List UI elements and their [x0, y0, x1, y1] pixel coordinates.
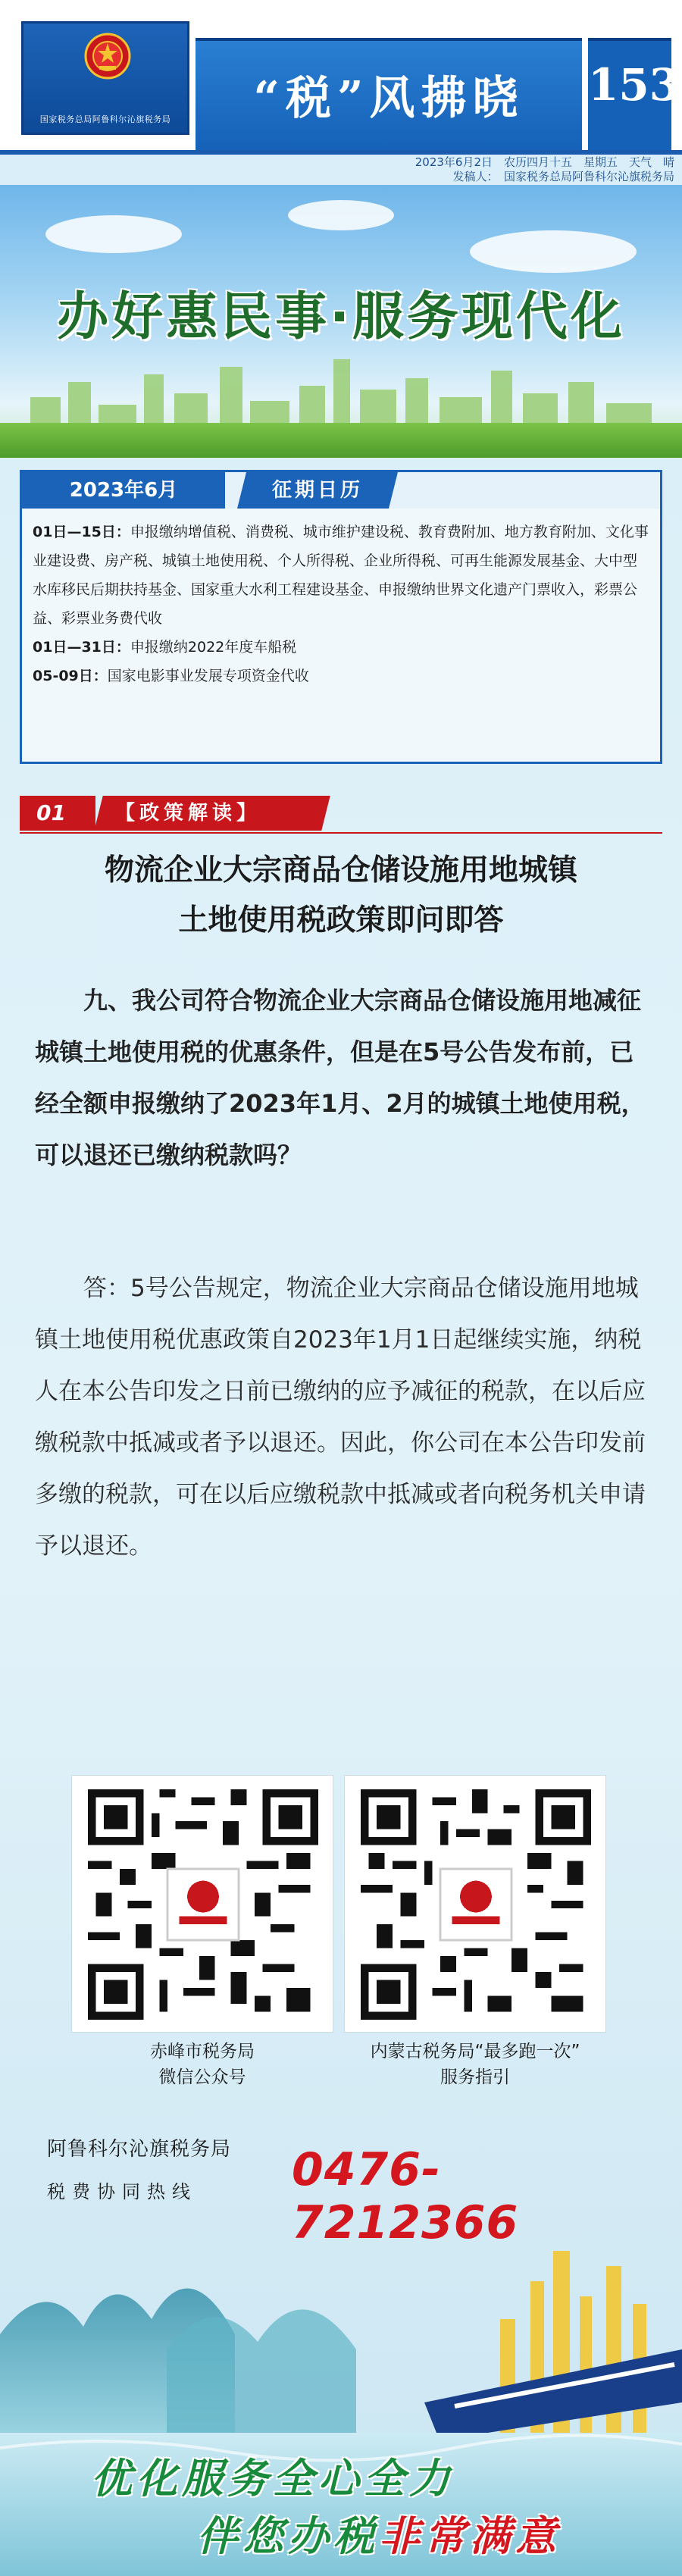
- calendar-item-period: 01日—15日：: [33, 524, 130, 540]
- cloud-decoration: [470, 230, 637, 273]
- qr-code-card[interactable]: [71, 1775, 333, 2033]
- qr-code-icon[interactable]: [86, 1789, 321, 2020]
- calendar-item: [33, 662, 649, 690]
- qr-code-card[interactable]: [344, 1775, 606, 2033]
- hotline-number[interactable]: 0476-7212366: [292, 2143, 519, 2249]
- footer-slogan-prefix: 伴您办税: [197, 2512, 379, 2560]
- logo-text: 国家税务总局阿鲁科尔沁旗税务局: [39, 114, 171, 124]
- masthead-title-box: [196, 38, 582, 152]
- section-label: 【政策解读】: [115, 802, 261, 825]
- calendar-item: [33, 633, 649, 662]
- qr-code-icon[interactable]: [358, 1789, 593, 2020]
- hotline-org: 阿鲁科尔沁旗税务局: [47, 2138, 232, 2161]
- qr-caption: [71, 2039, 333, 2090]
- cloud-decoration: [45, 215, 182, 253]
- qr-caption: [344, 2039, 606, 2090]
- tax-bureau-logo: [21, 21, 189, 135]
- qr-caption-line: 内蒙古税务局“最多跑一次”: [370, 2042, 580, 2061]
- issue-number-box: [588, 38, 680, 152]
- hero-banner: [0, 185, 682, 458]
- qr-caption-line: 服务指引: [440, 2067, 510, 2087]
- calendar-title-tab: [237, 472, 398, 509]
- calendar-item-text: 申报缴纳2022年度车船税: [130, 639, 297, 656]
- section-tag: [20, 796, 361, 831]
- banner-slogan: 办好惠民事·服务现代化: [57, 287, 625, 347]
- article-title-line: 物流企业大宗商品仓储设施用地城镇: [104, 853, 577, 887]
- date-line: 2023年6月2日 农历四月十五 星期五 天气 晴: [415, 155, 674, 169]
- issue-number: 153: [588, 59, 680, 111]
- calendar-item-text: 申报缴纳增值税、消费税、城市维护建设税、教育费附加、地方教育附加、文化事业建设费、房产税、城镇土地使用税、个人所得税、企业所得税、可再生能源发展基金、大中型水库移民后期扶持基金、国家重大水利工程建设基金、申报缴纳世界文化遗产门票收入，彩票公益、彩票业务费代收: [33, 524, 649, 627]
- masthead-header: [0, 0, 682, 152]
- masthead-title: “税”风拂晓: [253, 72, 524, 125]
- hotline-label: 税费协同热线: [47, 2181, 197, 2202]
- national-emblem-icon: [84, 33, 131, 80]
- calendar-item-period: 05-09日：: [33, 668, 108, 684]
- calendar-item-period: 01日—31日：: [33, 639, 130, 656]
- calendar-item: [33, 518, 649, 633]
- calendar-month-label: 2023年6月: [22, 472, 225, 509]
- qr-caption-line: 赤峰市税务局: [150, 2042, 255, 2061]
- section-divider: [20, 832, 662, 834]
- footer-slogan-emphasis: 非常满意: [379, 2512, 561, 2560]
- tax-filing-calendar: [20, 470, 662, 764]
- calendar-body: [33, 518, 649, 690]
- calendar-title: 征期日历: [271, 479, 363, 502]
- calendar-item-text: 国家电影事业发展专项资金代收: [107, 668, 309, 684]
- qr-caption-line: 微信公众号: [158, 2067, 246, 2087]
- publisher-line: 发稿人： 国家税务总局阿鲁科尔沁旗税务局: [452, 170, 674, 183]
- section-label-box: [94, 796, 330, 831]
- footer-slogan-line1: 优化服务全心全力: [91, 2454, 455, 2502]
- article-title-line: 土地使用税政策即问即答: [178, 903, 504, 937]
- cloud-decoration: [288, 200, 394, 230]
- footer-slogan-line2: [197, 2504, 667, 2562]
- grass-strip: [0, 423, 682, 458]
- article-question: 九、我公司符合物流企业大宗商品仓储设施用地减征城镇土地使用税的优惠条件，但是在5号公告发布前，已经全额申报缴纳了2023年1月、2月的城镇土地使用税，可以退还已缴纳税款吗？: [35, 986, 646, 1169]
- article-title: [30, 846, 652, 946]
- calendar-header: [22, 472, 660, 509]
- section-number: 01: [20, 796, 95, 831]
- article-answer: 答：5号公告规定，物流企业大宗商品仓储设施用地城镇土地使用税优惠政策自2023年1月1日起继续实施，纳税人在本公告印发之日前已缴纳的应予减征的税款，在以后应缴税款中抵减或者予以退还。因此，你公司在本公告印发前多缴的税款，可在以后应缴税款中抵减或者向税务机关申请予以退还。: [35, 1275, 646, 1560]
